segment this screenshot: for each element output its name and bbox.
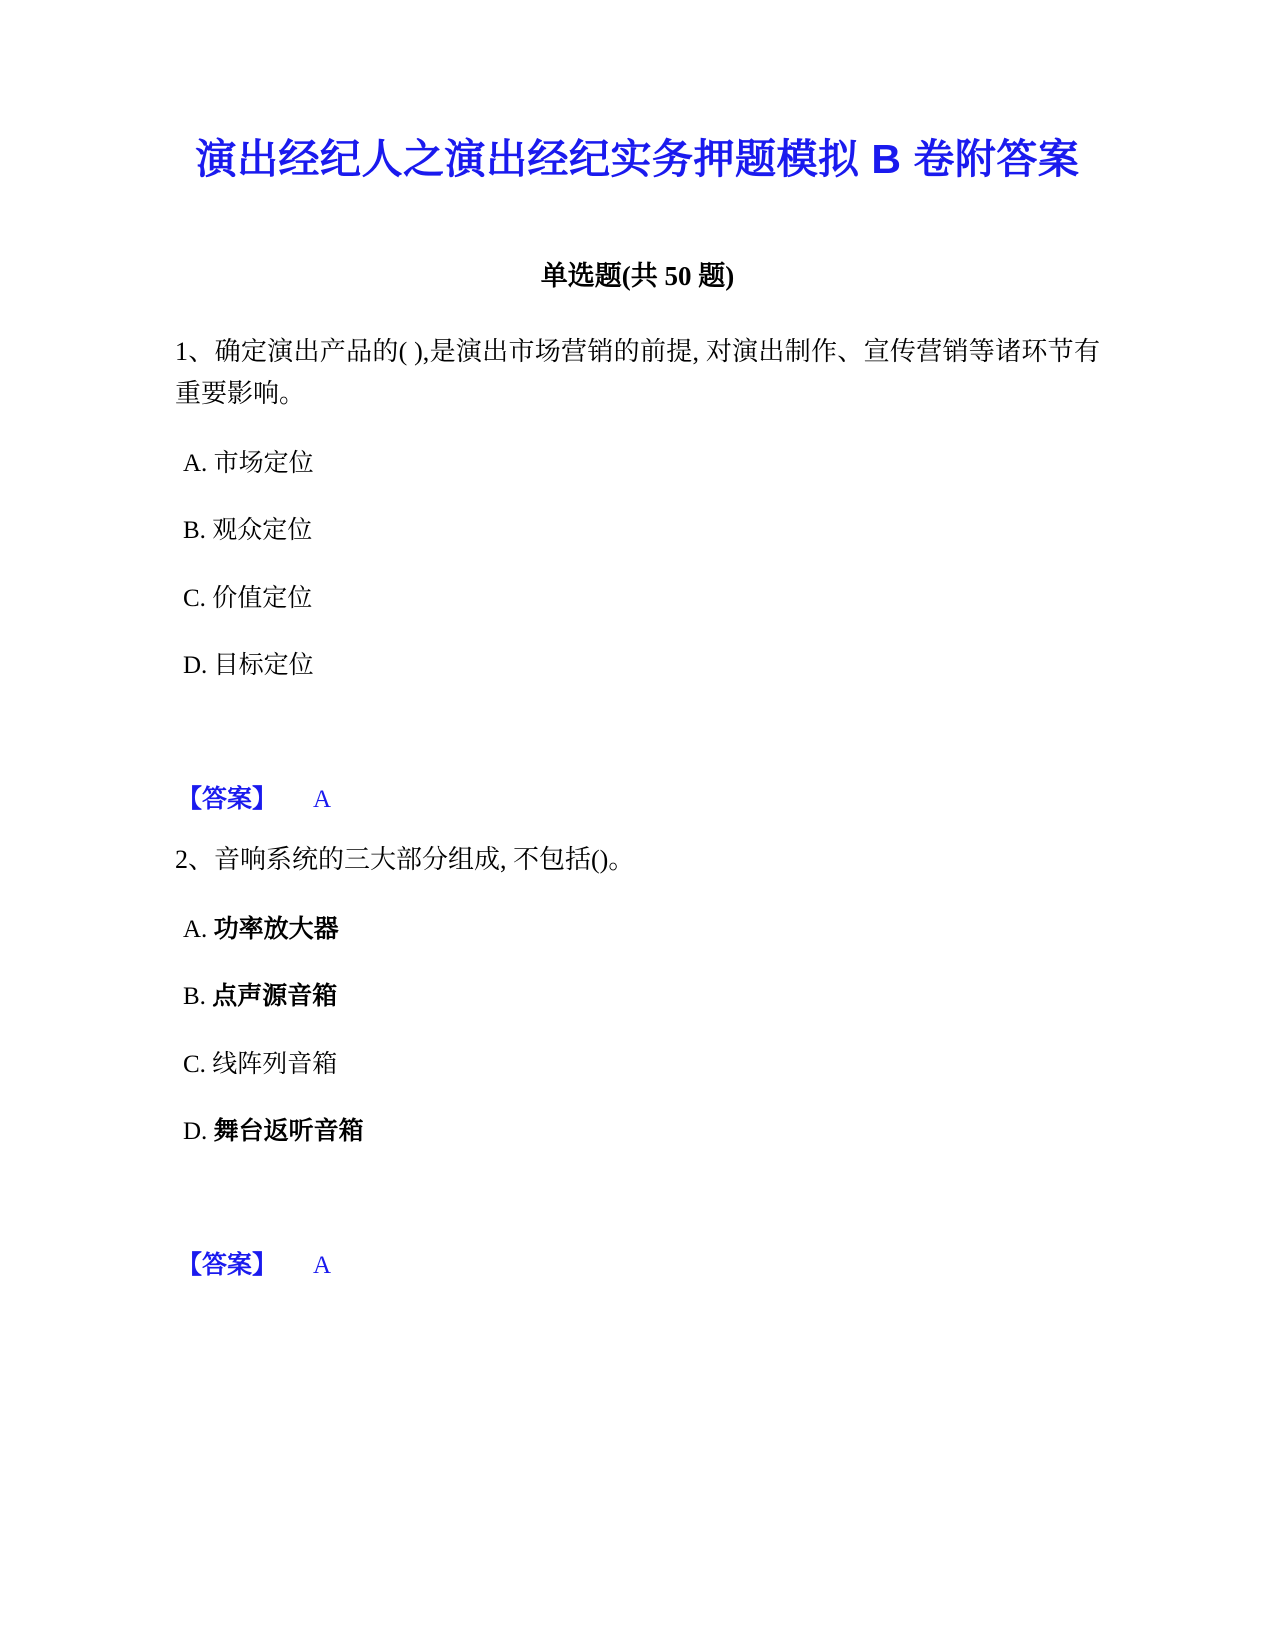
option-label: 线阵列音箱 — [212, 1050, 338, 1078]
question-body: 确定演出产品的( ),是演出市场营销的前提, 对演出制作、宣传营销等诸环节有重要影响。 — [175, 336, 1100, 408]
option-c — [175, 1016, 1100, 1084]
option-letter: B. — [183, 517, 206, 545]
spacer — [175, 1151, 1100, 1237]
option-d — [175, 617, 1100, 685]
option-label: 功率放大器 — [213, 915, 339, 943]
option-label: 舞台返听音箱 — [213, 1118, 364, 1146]
option-letter: A. — [183, 915, 208, 943]
answer-label: 【答案】 — [177, 1250, 278, 1279]
option-letter: A. — [183, 449, 208, 477]
option-b — [175, 482, 1100, 550]
answer-label: 【答案】 — [177, 784, 278, 813]
option-d — [175, 1083, 1100, 1151]
option-b — [175, 948, 1100, 1016]
question-body: 音响系统的三大部分组成, 不包括()。 — [214, 844, 635, 874]
option-letter: C. — [183, 584, 206, 612]
option-a — [175, 415, 1100, 483]
option-letter: B. — [183, 983, 206, 1011]
answer-value: A — [313, 1251, 332, 1279]
option-c — [175, 550, 1100, 618]
question-text — [175, 293, 1100, 415]
answer-row — [175, 771, 1100, 815]
option-a — [175, 881, 1100, 949]
section-heading: 单选题(共 50 题) — [540, 260, 735, 291]
question-number: 1、 — [175, 336, 215, 366]
answer-value: A — [313, 785, 332, 813]
option-label: 价值定位 — [212, 584, 313, 612]
question-text — [175, 815, 1100, 881]
question-number: 2、 — [175, 844, 215, 874]
page-title: 演出经纪人之演出经纪实务押题模拟 B 卷附答案 — [195, 136, 1080, 182]
option-letter: D. — [183, 652, 208, 680]
option-label: 观众定位 — [212, 517, 313, 545]
option-label: 点声源音箱 — [212, 983, 338, 1011]
option-label: 市场定位 — [213, 449, 314, 477]
spacer — [175, 685, 1100, 771]
answer-row — [175, 1237, 1100, 1281]
option-letter: D. — [183, 1118, 208, 1146]
option-letter: C. — [183, 1050, 206, 1078]
option-label: 目标定位 — [213, 652, 314, 680]
